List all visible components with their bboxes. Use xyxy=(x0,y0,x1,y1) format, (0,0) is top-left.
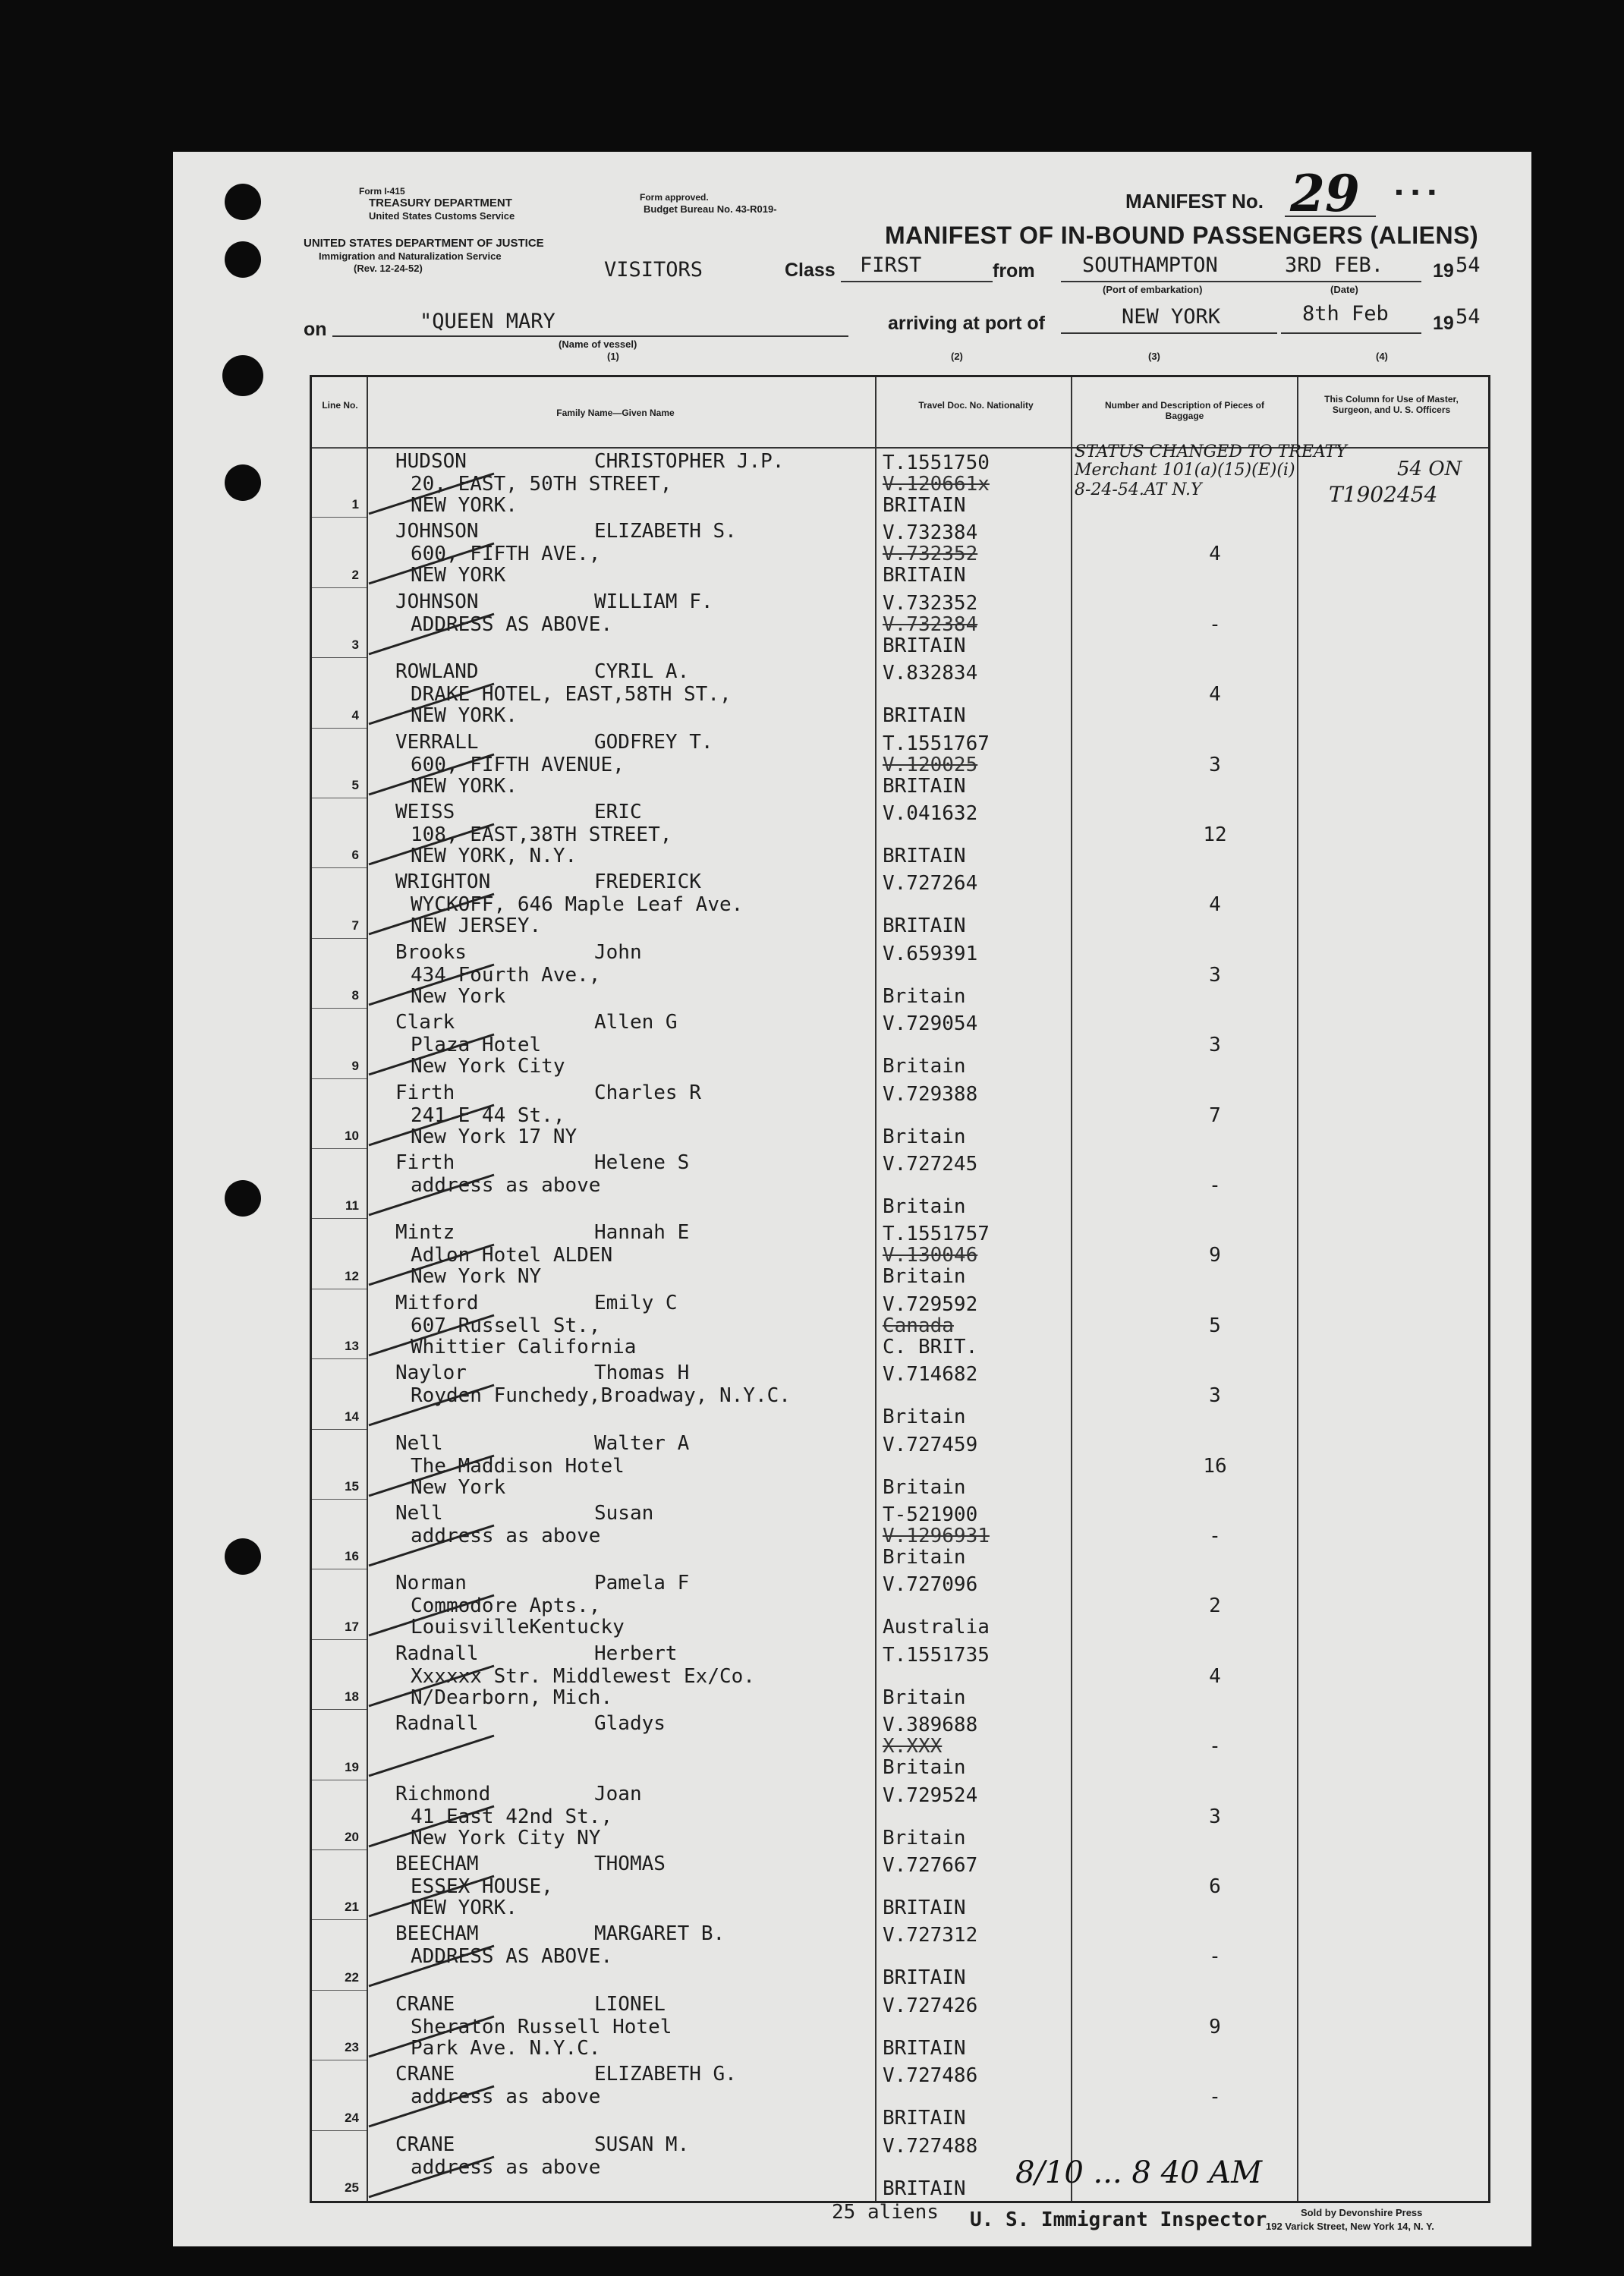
travel-doc-number: V.727486 xyxy=(883,2064,978,2088)
given-name: MARGARET B. xyxy=(594,1922,725,1946)
nationality: BRITAIN xyxy=(883,1966,966,1990)
line-number: 23 xyxy=(345,2040,359,2055)
family-name: BEECHAM xyxy=(395,1922,479,1946)
address-line-2: N/Dearborn, Mich. xyxy=(411,1686,613,1709)
on-label: on xyxy=(304,319,327,340)
printer-line-1: Sold by Devonshire Press xyxy=(1301,2207,1423,2218)
table-row xyxy=(312,798,1488,867)
line-number: 11 xyxy=(345,1198,359,1214)
line-number: 24 xyxy=(345,2110,359,2125)
punch-hole xyxy=(225,1538,261,1575)
address-line-1: DRAKE HOTEL, EAST,58TH ST., xyxy=(411,683,732,707)
family-name: Firth xyxy=(395,1151,455,1174)
address-line-2: NEW YORK xyxy=(411,564,506,587)
table-row xyxy=(312,1358,1488,1428)
given-name: CYRIL A. xyxy=(594,660,690,684)
address-line-1: Sheraton Russell Hotel xyxy=(411,2015,672,2038)
line-number: 3 xyxy=(351,637,359,653)
address-line-1: The Maddison Hotel xyxy=(411,1454,625,1478)
line-number: 2 xyxy=(351,567,359,582)
class-label: Class xyxy=(785,260,836,281)
table-row xyxy=(312,1639,1488,1709)
nationality: Britain xyxy=(883,1125,966,1148)
alien-count: 25 aliens xyxy=(832,2201,939,2224)
address-line-1: WYCKOFF, 646 Maple Leaf Ave. xyxy=(411,893,744,917)
line-number: 7 xyxy=(351,918,359,933)
travel-doc-struck: V.130046 xyxy=(883,1244,978,1267)
line-number: 17 xyxy=(345,1619,359,1634)
treasury-dept: TREASURY DEPARTMENT xyxy=(369,197,512,209)
line-number: 6 xyxy=(351,848,359,863)
col-num-1: (1) xyxy=(607,351,619,362)
table-row xyxy=(312,1709,1488,1779)
baggage-count: - xyxy=(1209,1174,1221,1197)
address-line-2: New York NY xyxy=(411,1265,542,1289)
travel-doc-number: V.727312 xyxy=(883,1924,978,1947)
family-name: Nell xyxy=(395,1431,443,1455)
line-number: 13 xyxy=(345,1339,359,1354)
baggage-count: - xyxy=(1209,1945,1221,1969)
baggage-count: 6 xyxy=(1209,1875,1221,1898)
justice-dept: UNITED STATES DEPARTMENT OF JUSTICE xyxy=(304,237,544,250)
given-name: ELIZABETH G. xyxy=(594,2063,737,2086)
line-number: 14 xyxy=(345,1409,359,1424)
arrive-year: 54 xyxy=(1456,305,1481,329)
family-name: JOHNSON xyxy=(395,520,479,543)
address-line-2: New York City xyxy=(411,1055,565,1078)
given-name: Joan xyxy=(594,1782,642,1805)
baggage-count: 16 xyxy=(1203,1454,1227,1478)
travel-doc-number: V.732352 xyxy=(883,591,978,615)
header-line-no: Line No. xyxy=(322,400,358,411)
punch-hole xyxy=(225,184,261,220)
travel-doc-struck: V.120661x xyxy=(883,473,990,496)
line-number: 21 xyxy=(345,1900,359,1915)
line-number: 15 xyxy=(345,1478,359,1494)
nationality: BRITAIN xyxy=(883,2107,966,2130)
address-line-2: NEW YORK. xyxy=(411,704,518,728)
table-row xyxy=(312,442,1488,517)
given-name: Hannah E xyxy=(594,1221,690,1245)
departure-date: 3RD FEB. xyxy=(1285,253,1384,277)
baggage-count: 3 xyxy=(1209,1805,1221,1828)
travel-doc-number: V.729592 xyxy=(883,1292,978,1316)
baggage-count: 3 xyxy=(1209,753,1221,776)
travel-doc-number: V.729524 xyxy=(883,1783,978,1807)
given-name: Walter A xyxy=(594,1431,690,1455)
travel-doc-number: V.727459 xyxy=(883,1433,978,1456)
baggage-count: 3 xyxy=(1209,1384,1221,1408)
given-name: ERIC xyxy=(594,801,642,823)
travel-doc-number: T.1551757 xyxy=(883,1223,990,1246)
baggage-count: 2 xyxy=(1209,1594,1221,1618)
vessel-caption: (Name of vessel) xyxy=(559,338,637,350)
line-number: 5 xyxy=(351,777,359,792)
header-officers: This Column for Use of Master, Surgeon, and U. S. Officers xyxy=(1324,394,1459,415)
given-name: LIONEL xyxy=(594,1992,666,2016)
family-name: HUDSON xyxy=(395,450,467,473)
given-name: Gladys xyxy=(594,1712,666,1736)
nationality: Britain xyxy=(883,1686,966,1709)
line-number: 22 xyxy=(345,1969,359,1985)
table-row xyxy=(312,1289,1488,1358)
family-name: CRANE xyxy=(395,2063,455,2086)
baggage-count: 3 xyxy=(1209,963,1221,987)
given-name: Thomas H xyxy=(594,1362,690,1385)
col-num-3: (3) xyxy=(1148,351,1160,362)
given-name: John xyxy=(594,940,642,964)
punch-hole xyxy=(225,241,261,278)
vessel-name: "QUEEN MARY xyxy=(420,310,555,333)
given-name: Herbert xyxy=(594,1642,678,1665)
address-line-2: NEW YORK, N.Y. xyxy=(411,845,578,867)
family-name: VERRALL xyxy=(395,730,479,754)
address-line-1: address as above xyxy=(411,1525,601,1547)
port-embark: SOUTHAMPTON xyxy=(1082,253,1218,277)
baggage-count: 3 xyxy=(1209,1034,1221,1057)
baggage-count: 9 xyxy=(1209,1244,1221,1267)
line-number: 25 xyxy=(345,2180,359,2195)
ins-service: Immigration and Naturalization Service xyxy=(319,250,502,262)
nationality: Britain xyxy=(883,1756,966,1780)
travel-doc-struck: V.120025 xyxy=(883,753,978,776)
table-row xyxy=(312,2130,1488,2200)
table-row xyxy=(312,587,1488,657)
given-name: FREDERICK xyxy=(594,870,701,894)
address-line-1: Adlon Hotel ALDEN xyxy=(411,1244,613,1267)
nationality: Britain xyxy=(883,984,966,1008)
travel-doc-number: V.727264 xyxy=(883,872,978,896)
year-prefix: 19 xyxy=(1433,260,1454,282)
table-row xyxy=(312,1148,1488,1218)
manifest-label: MANIFEST No. xyxy=(1125,190,1264,212)
family-name: Clark xyxy=(395,1011,455,1034)
table-row xyxy=(312,1218,1488,1288)
visitors-label: VISITORS xyxy=(604,258,703,282)
header-name: Family Name—Given Name xyxy=(556,408,675,418)
table-row xyxy=(312,1499,1488,1569)
address-line-1: ESSEX HOUSE, xyxy=(411,1875,553,1898)
nationality: Britain xyxy=(883,1475,966,1499)
family-name: JOHNSON xyxy=(395,590,479,613)
address-line-2: NEW YORK. xyxy=(411,1897,518,1919)
line-number: 4 xyxy=(351,707,359,722)
line-number: 8 xyxy=(351,988,359,1003)
arrive-year-prefix: 19 xyxy=(1433,313,1454,334)
line-number: 18 xyxy=(345,1689,359,1705)
class-value: FIRST xyxy=(860,253,922,277)
col-num-4: (4) xyxy=(1376,351,1388,362)
address-line-1: address as above xyxy=(411,1174,601,1197)
address-line-1: ADDRESS AS ABOVE. xyxy=(411,1945,613,1969)
officer-note: 54 ON xyxy=(1397,458,1462,480)
given-name: WILLIAM F. xyxy=(594,590,713,613)
table-row xyxy=(312,1429,1488,1499)
address-line-1: 241 E 44 St., xyxy=(411,1103,565,1127)
family-name: WRIGHTON xyxy=(395,870,491,894)
table-row xyxy=(312,1990,1488,2060)
address-line-1: address as above xyxy=(411,2086,601,2109)
family-name: CRANE xyxy=(395,2133,455,2156)
table-row xyxy=(312,1780,1488,1849)
given-name: Susan xyxy=(594,1502,654,1525)
table-row xyxy=(312,517,1488,587)
nationality: Australia xyxy=(883,1616,990,1639)
baggage-count: - xyxy=(1209,612,1221,636)
nationality: BRITAIN xyxy=(883,704,966,728)
nationality: Britain xyxy=(883,1546,966,1569)
nationality: Britain xyxy=(883,1826,966,1849)
year-value: 54 xyxy=(1456,253,1481,277)
address-line-2: Whittier California xyxy=(411,1335,637,1358)
nationality: BRITAIN xyxy=(883,2177,966,2200)
travel-doc-struck: V.732352 xyxy=(883,543,978,566)
form-number: Form I-415 xyxy=(359,186,405,197)
address-line-1: Commodore Apts., xyxy=(411,1594,601,1618)
travel-doc-number: V.041632 xyxy=(883,802,978,825)
travel-doc-number: V.727488 xyxy=(883,2134,978,2158)
travel-doc-number: V.729388 xyxy=(883,1082,978,1106)
rev-date: (Rev. 12-24-52) xyxy=(354,263,423,274)
address-line-2: NEW YORK. xyxy=(411,774,518,798)
check-mark-icon xyxy=(365,2153,517,2214)
line-number: 9 xyxy=(351,1058,359,1073)
table-row xyxy=(312,728,1488,798)
family-name: Naylor xyxy=(395,1362,467,1385)
address-line-1: Xxxxxx Str. Middlewest Ex/Co. xyxy=(411,1664,755,1688)
baggage-count: 12 xyxy=(1203,823,1227,846)
travel-doc-number: T-521900 xyxy=(883,1503,978,1526)
address-line-2: NEW YORK. xyxy=(411,494,518,517)
address-line-2: NEW JERSEY. xyxy=(411,914,542,938)
nationality: BRITAIN xyxy=(883,564,966,587)
given-name: CHRISTOPHER J.P. xyxy=(594,450,785,473)
travel-doc-number: V.727096 xyxy=(883,1573,978,1597)
family-name: Richmond xyxy=(395,1782,491,1805)
travel-doc-number: V.729054 xyxy=(883,1012,978,1036)
travel-doc-struck: V.732384 xyxy=(883,612,978,636)
address-line-1: 600, FIFTH AVE., xyxy=(411,543,601,566)
travel-doc-number: V.714682 xyxy=(883,1363,978,1387)
address-line-1: 434 Fourth Ave., xyxy=(411,963,601,987)
punch-hole xyxy=(225,464,261,501)
family-name: WEISS xyxy=(395,801,455,823)
family-name: Brooks xyxy=(395,940,467,964)
from-label: from xyxy=(993,260,1035,282)
given-name: ELIZABETH S. xyxy=(594,520,737,543)
line-number: 19 xyxy=(345,1759,359,1774)
address-line-1: Plaza Hotel xyxy=(411,1034,542,1057)
nationality: Britain xyxy=(883,1195,966,1218)
arrive-date: 8th Feb xyxy=(1302,302,1389,326)
travel-doc-number: T.1551735 xyxy=(883,1643,990,1667)
header-baggage: Number and Description of Pieces of Baggage xyxy=(1104,400,1265,421)
arriving-label: arriving at port of xyxy=(888,313,1045,334)
manifest-sheet xyxy=(173,152,1531,2246)
table-row xyxy=(312,2060,1488,2130)
given-name: Pamela F xyxy=(594,1572,690,1595)
family-name: Mitford xyxy=(395,1291,479,1314)
nationality: BRITAIN xyxy=(883,494,966,517)
date-caption: (Date) xyxy=(1330,284,1358,295)
port-arrive: NEW YORK xyxy=(1122,305,1221,329)
family-name: Radnall xyxy=(395,1642,479,1665)
nationality: BRITAIN xyxy=(883,774,966,798)
nationality: C. BRIT. xyxy=(883,1335,978,1358)
nationality: Britain xyxy=(883,1055,966,1078)
travel-doc-number: V.727426 xyxy=(883,1994,978,2017)
customs-service: United States Customs Service xyxy=(369,210,515,222)
nationality: BRITAIN xyxy=(883,914,966,938)
passenger-table xyxy=(310,375,1490,2203)
given-name: THOMAS xyxy=(594,1853,666,1875)
status-note-3: 8-24-54.AT N.Y xyxy=(1075,480,1202,499)
budget-bureau: Budget Bureau No. 43-R019- xyxy=(644,203,777,215)
travel-doc-number: V.727667 xyxy=(883,1854,978,1877)
inspector-label: U. S. Immigrant Inspector xyxy=(970,2208,1267,2231)
baggage-count: 4 xyxy=(1209,893,1221,917)
line-number: 12 xyxy=(345,1268,359,1283)
inspector-signature: 8/10 ... 8 40 AM xyxy=(1015,2155,1263,2190)
printer-line-2: 192 Varick Street, New York 14, N. Y. xyxy=(1266,2221,1434,2232)
address-line-1: 41 East 42nd St., xyxy=(411,1805,613,1828)
travel-doc-number: V.389688 xyxy=(883,1714,978,1737)
baggage-count: - xyxy=(1209,1525,1221,1547)
address-line-1: address as above xyxy=(411,2155,601,2179)
travel-doc-struck: Canada xyxy=(883,1314,954,1337)
address-line-2: New York 17 NY xyxy=(411,1125,578,1148)
baggage-count: - xyxy=(1209,1735,1221,1758)
address-line-1: 20, EAST, 50TH STREET, xyxy=(411,473,672,496)
nationality: BRITAIN xyxy=(883,634,966,657)
manifest-title: MANIFEST OF IN-BOUND PASSENGERS (ALIENS) xyxy=(885,222,1479,249)
given-name: Allen G xyxy=(594,1011,678,1034)
travel-doc-struck: X.XXX xyxy=(883,1735,943,1758)
nationality: BRITAIN xyxy=(883,845,966,867)
table-row xyxy=(312,867,1488,937)
baggage-count: - xyxy=(1209,2086,1221,2109)
address-line-1: 607 Russell St., xyxy=(411,1314,601,1337)
line-number: 10 xyxy=(345,1128,359,1143)
given-name: Charles R xyxy=(594,1081,701,1104)
address-line-1: 600, FIFTH AVENUE, xyxy=(411,753,625,776)
baggage-count: 4 xyxy=(1209,683,1221,707)
family-name: Mintz xyxy=(395,1221,455,1245)
table-row xyxy=(312,1078,1488,1148)
line-number: 1 xyxy=(351,497,359,512)
status-note-2: Merchant 101(a)(15)(E)(i) xyxy=(1075,461,1295,480)
address-line-2: LouisvilleKentucky xyxy=(411,1616,625,1639)
travel-doc-number: T.1551767 xyxy=(883,732,990,755)
family-name: Nell xyxy=(395,1502,443,1525)
table-row xyxy=(312,1919,1488,1989)
address-line-1: ADDRESS AS ABOVE. xyxy=(411,612,613,636)
travel-doc-number: V.659391 xyxy=(883,942,978,965)
table-row xyxy=(312,1569,1488,1639)
nationality: Britain xyxy=(883,1265,966,1289)
address-line-2: New York City NY xyxy=(411,1826,601,1849)
baggage-count: 5 xyxy=(1209,1314,1221,1337)
nationality: Britain xyxy=(883,1406,966,1429)
given-name: SUSAN M. xyxy=(594,2133,690,2156)
manifest-number: 29 xyxy=(1290,164,1360,223)
form-approved: Form approved. xyxy=(640,192,709,203)
port-embark-caption: (Port of embarkation) xyxy=(1103,284,1203,295)
family-name: ROWLAND xyxy=(395,660,479,684)
travel-doc-number: V.732384 xyxy=(883,521,978,545)
address-line-2: New York xyxy=(411,1475,506,1499)
col-num-2: (2) xyxy=(951,351,963,362)
table-row xyxy=(312,657,1488,727)
family-name: Norman xyxy=(395,1572,467,1595)
line-number: 20 xyxy=(345,1829,359,1844)
travel-doc-number: V.727245 xyxy=(883,1153,978,1176)
travel-doc-struck: V.1296931 xyxy=(883,1525,990,1547)
travel-doc-number: T.1551750 xyxy=(883,452,990,474)
table-row xyxy=(312,938,1488,1008)
punch-hole xyxy=(222,355,263,396)
baggage-count: 4 xyxy=(1209,543,1221,566)
family-name: BEECHAM xyxy=(395,1853,479,1875)
family-name: Firth xyxy=(395,1081,455,1104)
table-row xyxy=(312,1008,1488,1078)
address-line-1: 108, EAST,38TH STREET, xyxy=(411,823,672,846)
family-name: Radnall xyxy=(395,1712,479,1736)
status-note: STATUS CHANGED TO TREATY xyxy=(1075,442,1347,461)
header-travel-doc: Travel Doc. No. Nationality xyxy=(918,400,1034,411)
officer-note-2: T1902454 xyxy=(1329,482,1438,507)
nationality: BRITAIN xyxy=(883,1897,966,1919)
given-name: GODFREY T. xyxy=(594,730,713,754)
address-line-2: Park Ave. N.Y.C. xyxy=(411,2036,601,2060)
punch-hole xyxy=(225,1180,261,1217)
baggage-count: 7 xyxy=(1209,1103,1221,1127)
travel-doc-number: V.832834 xyxy=(883,662,978,685)
given-name: Helene S xyxy=(594,1151,690,1174)
table-row xyxy=(312,1849,1488,1919)
page-marks: ▪ ▪ ▪ xyxy=(1395,184,1437,200)
nationality: BRITAIN xyxy=(883,2036,966,2060)
address-line-2: New York xyxy=(411,984,506,1008)
given-name: Emily C xyxy=(594,1291,678,1314)
baggage-count: 4 xyxy=(1209,1664,1221,1688)
baggage-count: 9 xyxy=(1209,2015,1221,2038)
address-line-1: Royden Funchedy,Broadway, N.Y.C. xyxy=(411,1384,791,1408)
family-name: CRANE xyxy=(395,1992,455,2016)
line-number: 16 xyxy=(345,1549,359,1564)
